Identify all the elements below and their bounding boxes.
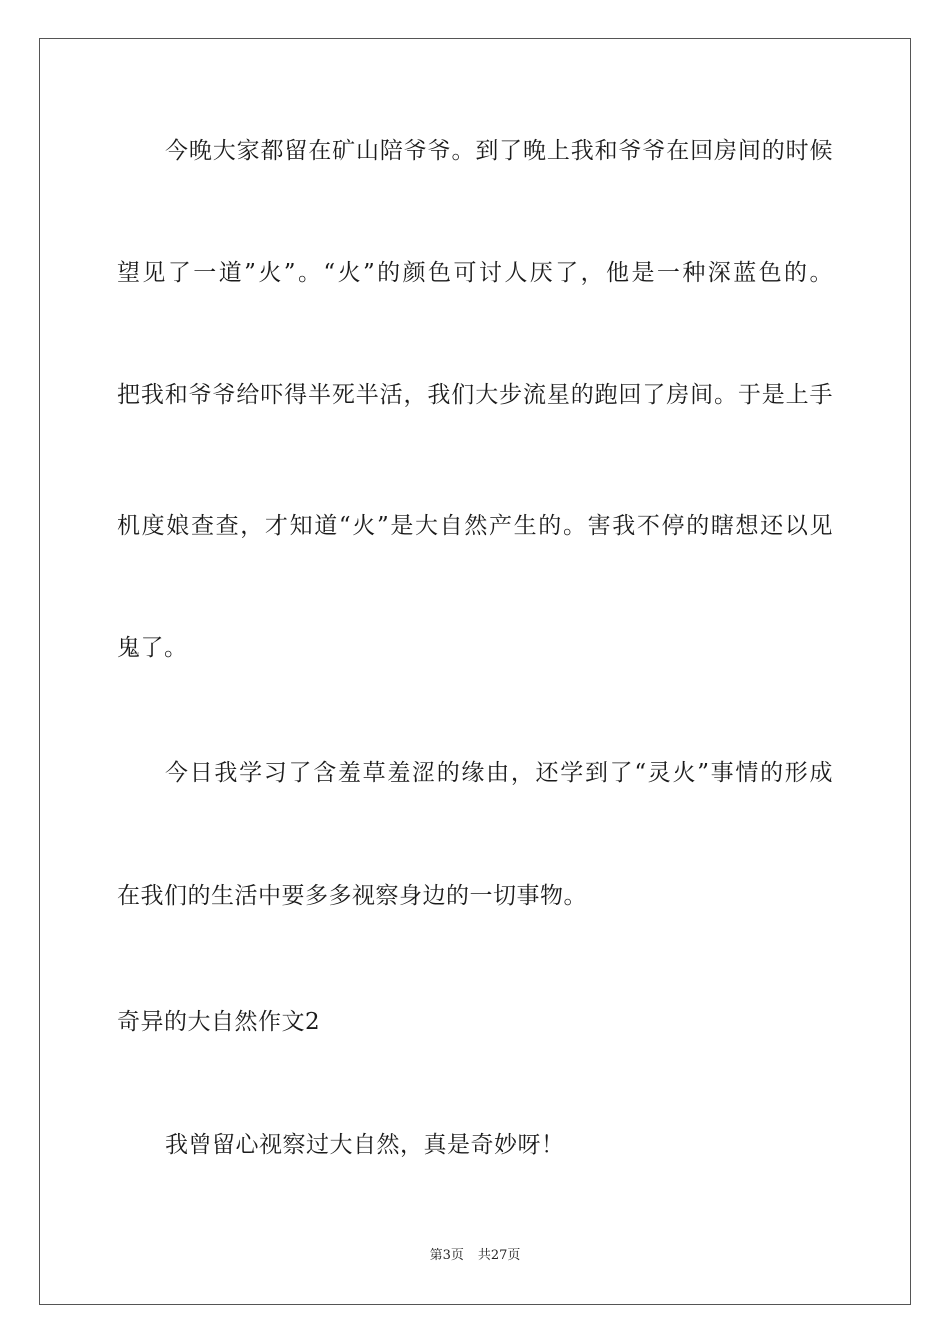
paragraph-line: 机度娘查查，才知道“火”是大自然产生的。害我不停的瞎想还以见 xyxy=(117,513,833,539)
paragraph-line: 在我们的生活中要多多视察身边的一切事物。 xyxy=(117,883,587,909)
paragraph-line: 把我和爷爷给吓得半死半活，我们大步流星的跑回了房间。于是上手 xyxy=(117,382,833,408)
section-heading: 奇异的大自然作文2 xyxy=(117,1009,321,1035)
page-footer xyxy=(0,1247,950,1265)
paragraph-line: 今晚大家都留在矿山陪爷爷。到了晚上我和爷爷在回房间的时候 xyxy=(165,138,833,164)
paragraph-line: 鬼了。 xyxy=(117,635,188,661)
paragraph-line: 我曾留心视察过大自然，真是奇妙呀！ xyxy=(165,1132,565,1158)
page-total: 共27页 xyxy=(477,1248,521,1263)
paragraph-line: 望见了一道”火”。“火”的颜色可讨人厌了，他是一种深蓝色的。 xyxy=(117,260,833,286)
paragraph-line: 今日我学习了含羞草羞涩的缘由，还学到了“灵火”事情的形成 xyxy=(165,760,833,786)
page-border xyxy=(39,38,911,1305)
page-number: 第3页 xyxy=(429,1248,464,1263)
